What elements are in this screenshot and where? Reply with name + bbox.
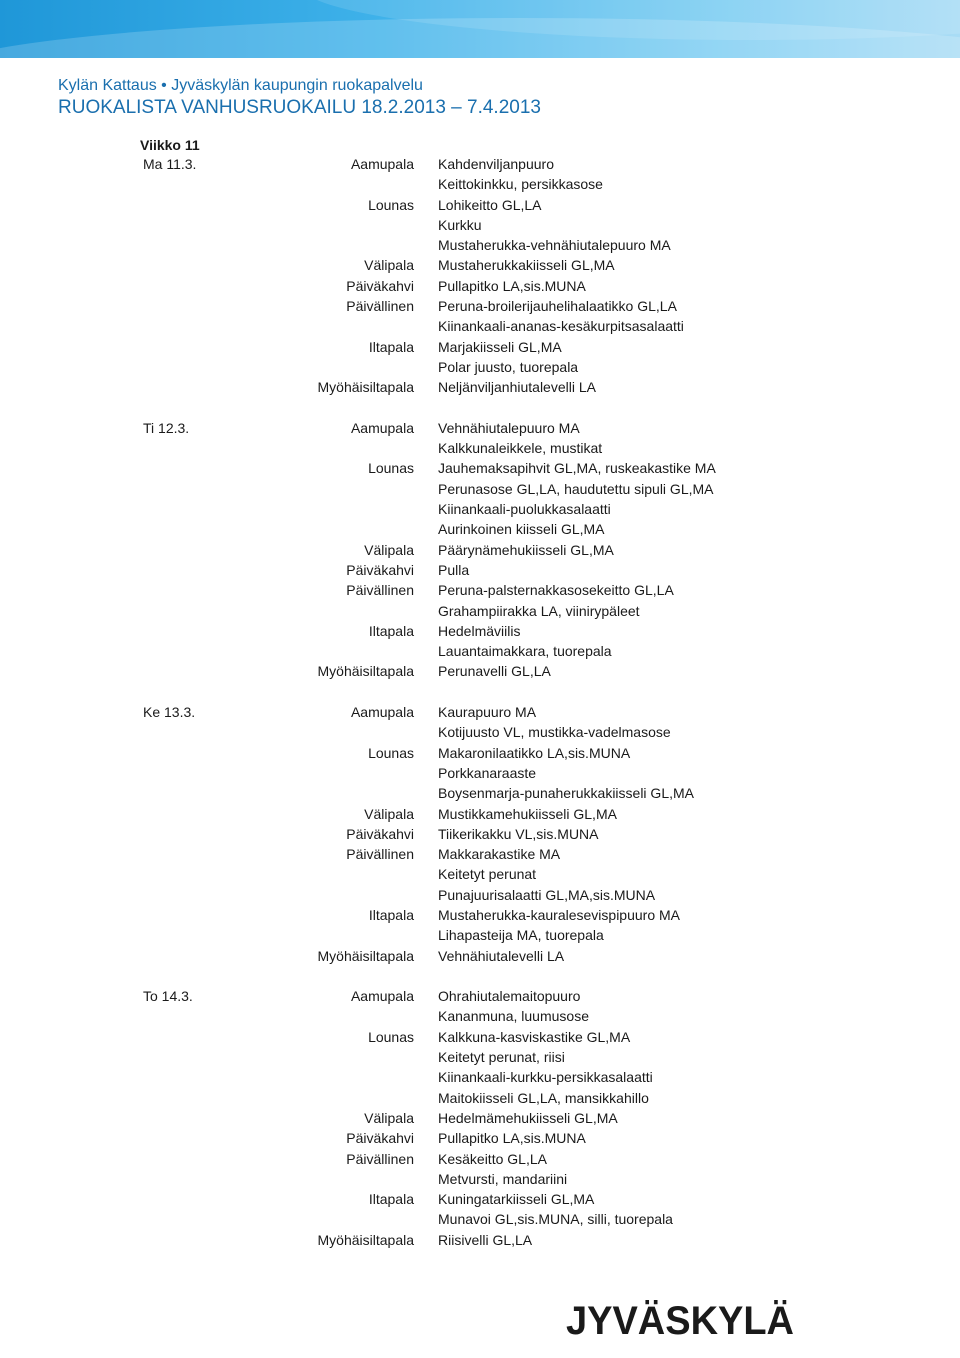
dish-item: Mustaherukka-kauralesevispipuuro MA <box>438 906 680 923</box>
meal-label: Päiväkahvi <box>346 825 414 842</box>
menu-row <box>0 1230 960 1250</box>
dish-item: Lauantaimakkara, tuorepala <box>438 643 612 660</box>
menu-row <box>0 418 960 438</box>
dish-item: Kiinankaali-puolukkasalaatti <box>438 501 611 518</box>
menu-row <box>0 743 960 763</box>
dish-item: Polar juusto, tuorepala <box>438 358 579 375</box>
dish-item: Perunasose GL,LA, haudutettu sipuli GL,MA <box>438 480 714 497</box>
dish-item: Kotijuusto VL, mustikka-vadelmasose <box>438 724 671 741</box>
document-title: RUOKALISTA VANHUSRUOKAILU 18.2.2013 – 7.4.2013 <box>58 97 541 118</box>
day-section <box>0 154 960 398</box>
menu-row <box>0 824 960 844</box>
menu-row <box>0 1047 960 1067</box>
dish-item: Tiikerikakku VL,sis.MUNA <box>438 825 599 842</box>
menu-row <box>0 885 960 905</box>
day-section <box>0 986 960 1250</box>
menu-row <box>0 1027 960 1047</box>
dish-item: Kesäkeitto GL,LA <box>438 1150 547 1167</box>
meal-label: Välipala <box>364 541 414 558</box>
menu-row <box>0 337 960 357</box>
menu-row <box>0 1189 960 1209</box>
menu-row <box>0 925 960 945</box>
menu-row <box>0 1067 960 1087</box>
dish-item: Porkkanaraaste <box>438 764 537 781</box>
meal-label: Myöhäisiltapala <box>317 947 414 964</box>
day-section <box>0 418 960 682</box>
menu-row <box>0 1169 960 1189</box>
dish-item: Vehnähiutalevelli LA <box>438 947 565 964</box>
dish-item: Marjakiisseli GL,MA <box>438 338 562 355</box>
day-label: Ke 13.3. <box>143 704 196 721</box>
dish-item: Kiinankaali-ananas-kesäkurpitsasalaatti <box>438 318 684 335</box>
meal-label: Aamupala <box>350 419 414 436</box>
dish-item: Aurinkoinen kiisseli GL,MA <box>438 521 605 538</box>
menu-row <box>0 661 960 681</box>
menu-row <box>0 154 960 174</box>
menu-row <box>0 722 960 742</box>
meal-label: Myöhäisiltapala <box>317 379 414 396</box>
dish-item: Kahdenviljanpuuro <box>438 156 554 172</box>
dish-item: Metvursti, mandariini <box>438 1170 568 1187</box>
meal-label: Myöhäisiltapala <box>317 1231 414 1248</box>
dish-item: Lihapasteija MA, tuorepala <box>438 927 604 944</box>
menu-row <box>0 215 960 235</box>
menu-row <box>0 844 960 864</box>
menu-row <box>0 1209 960 1229</box>
menu-row <box>0 438 960 458</box>
dish-item: Lohikeitto GL,LA <box>438 196 542 213</box>
dish-item: Grahampiirakka LA, viinirypäleet <box>438 602 640 619</box>
dish-item: Mustikkamehukiisseli GL,MA <box>438 805 617 822</box>
dish-item: Perunavelli GL,LA <box>438 663 551 680</box>
document-header <box>58 76 541 120</box>
menu-row <box>0 195 960 215</box>
meal-label: Välipala <box>364 257 414 274</box>
meal-label: Aamupala <box>350 156 414 172</box>
dish-item: Makaronilaatikko LA,sis.MUNA <box>438 744 631 761</box>
dish-item: Kurkku <box>438 216 482 233</box>
meal-label: Iltapala <box>368 338 414 355</box>
meal-label: Iltapala <box>368 906 414 923</box>
day-section <box>0 702 960 966</box>
meal-label: Päivällinen <box>346 298 414 315</box>
menu-row <box>0 783 960 803</box>
dish-item: Punajuurisalaatti GL,MA,sis.MUNA <box>438 886 656 903</box>
menu-days <box>0 154 960 1250</box>
dish-item: Hedelmämehukiisseli GL,MA <box>438 1109 618 1126</box>
menu-row <box>0 1006 960 1026</box>
menu-row <box>0 316 960 336</box>
menu-row <box>0 499 960 519</box>
week-label: Viikko 11 <box>140 137 200 153</box>
dish-item: Keitetyt perunat <box>438 866 537 883</box>
meal-label: Päivällinen <box>346 1150 414 1167</box>
menu-row <box>0 946 960 966</box>
menu-row <box>0 276 960 296</box>
menu-row <box>0 174 960 194</box>
dish-item: Maitokiisseli GL,LA, mansikkahillo <box>438 1089 649 1106</box>
menu-row <box>0 580 960 600</box>
menu-row <box>0 1108 960 1128</box>
menu-row <box>0 864 960 884</box>
dish-item: Kiinankaali-kurkku-persikkasalaatti <box>438 1069 653 1086</box>
dish-item: Kalkkuna-kasviskastike GL,MA <box>438 1028 631 1045</box>
meal-label: Myöhäisiltapala <box>317 663 414 680</box>
menu-row <box>0 458 960 478</box>
meal-label: Lounas <box>368 196 414 213</box>
menu-row <box>0 296 960 316</box>
day-label: To 14.3. <box>143 988 193 1005</box>
dish-item: Keittokinkku, persikkasose <box>438 176 603 193</box>
meal-label: Iltapala <box>368 1191 414 1208</box>
dish-item: Jauhemaksapihvit GL,MA, ruskeakastike MA <box>438 460 716 477</box>
dish-item: Kaurapuuro MA <box>438 704 537 721</box>
meal-label: Aamupala <box>350 704 414 721</box>
menu-row <box>0 905 960 925</box>
menu-row <box>0 560 960 580</box>
menu-row <box>0 601 960 621</box>
logo-wordmark: JYVÄSKYLÄ <box>566 1299 794 1342</box>
dish-item: Mustaherukkakiisseli GL,MA <box>438 257 615 274</box>
meal-label: Päiväkahvi <box>346 277 414 294</box>
meal-label: Aamupala <box>350 988 414 1005</box>
meal-label: Päivällinen <box>346 846 414 863</box>
dish-item: Päärynämehukiisseli GL,MA <box>438 541 614 558</box>
document-subtitle: Kylän Kattaus • Jyväskylän kaupungin ruokapalvelu <box>58 77 423 94</box>
meal-label: Lounas <box>368 460 414 477</box>
menu-row <box>0 357 960 377</box>
dish-item: Kananmuna, luumusose <box>438 1008 589 1025</box>
meal-label: Lounas <box>368 744 414 761</box>
dish-item: Pullapitko LA,sis.MUNA <box>438 1130 586 1147</box>
menu-row <box>0 621 960 641</box>
meal-label: Päiväkahvi <box>346 561 414 578</box>
menu-row <box>0 702 960 722</box>
dish-item: Kalkkunaleikkele, mustikat <box>438 440 603 457</box>
dish-item: Pullapitko LA,sis.MUNA <box>438 277 586 294</box>
menu-row <box>0 235 960 255</box>
menu-row <box>0 986 960 1006</box>
meal-label: Välipala <box>364 1109 414 1126</box>
menu-row <box>0 641 960 661</box>
dish-item: Vehnähiutalepuuro MA <box>438 419 580 436</box>
menu-row <box>0 1088 960 1108</box>
dish-item: Kuningatarkiisseli GL,MA <box>438 1191 595 1208</box>
day-label: Ti 12.3. <box>143 419 190 436</box>
menu-row <box>0 1149 960 1169</box>
meal-label: Päivällinen <box>346 582 414 599</box>
dish-item: Hedelmäviilis <box>438 622 521 639</box>
dish-item: Ohrahiutalemaitopuuro <box>438 988 581 1005</box>
menu-row <box>0 519 960 539</box>
menu-row <box>0 255 960 275</box>
dish-item: Makkarakastike MA <box>438 846 561 863</box>
menu-row <box>0 479 960 499</box>
meal-label: Lounas <box>368 1028 414 1045</box>
dish-item: Munavoi GL,sis.MUNA, silli, tuorepala <box>438 1211 673 1228</box>
meal-label: Välipala <box>364 805 414 822</box>
meal-label: Päiväkahvi <box>346 1130 414 1147</box>
top-banner <box>0 0 960 58</box>
jyvaskyla-logo <box>566 1296 796 1342</box>
dish-item: Pulla <box>438 561 470 578</box>
dish-item: Riisivelli GL,LA <box>438 1231 533 1248</box>
menu-row <box>0 763 960 783</box>
menu-row <box>0 377 960 397</box>
dish-item: Peruna-broilerijauhelihalaatikko GL,LA <box>438 298 677 315</box>
dish-item: Boysenmarja-punaherukkakiisseli GL,MA <box>438 785 694 802</box>
dish-item: Neljänviljanhiutalevelli LA <box>438 379 596 396</box>
dish-item: Keitetyt perunat, riisi <box>438 1049 565 1066</box>
meal-label: Iltapala <box>368 622 414 639</box>
day-label: Ma 11.3. <box>143 156 197 172</box>
menu-row <box>0 1128 960 1148</box>
menu-row <box>0 540 960 560</box>
dish-item: Peruna-palsternakkasosekeitto GL,LA <box>438 582 674 599</box>
menu-row <box>0 804 960 824</box>
dish-item: Mustaherukka-vehnähiutalepuuro MA <box>438 237 671 254</box>
